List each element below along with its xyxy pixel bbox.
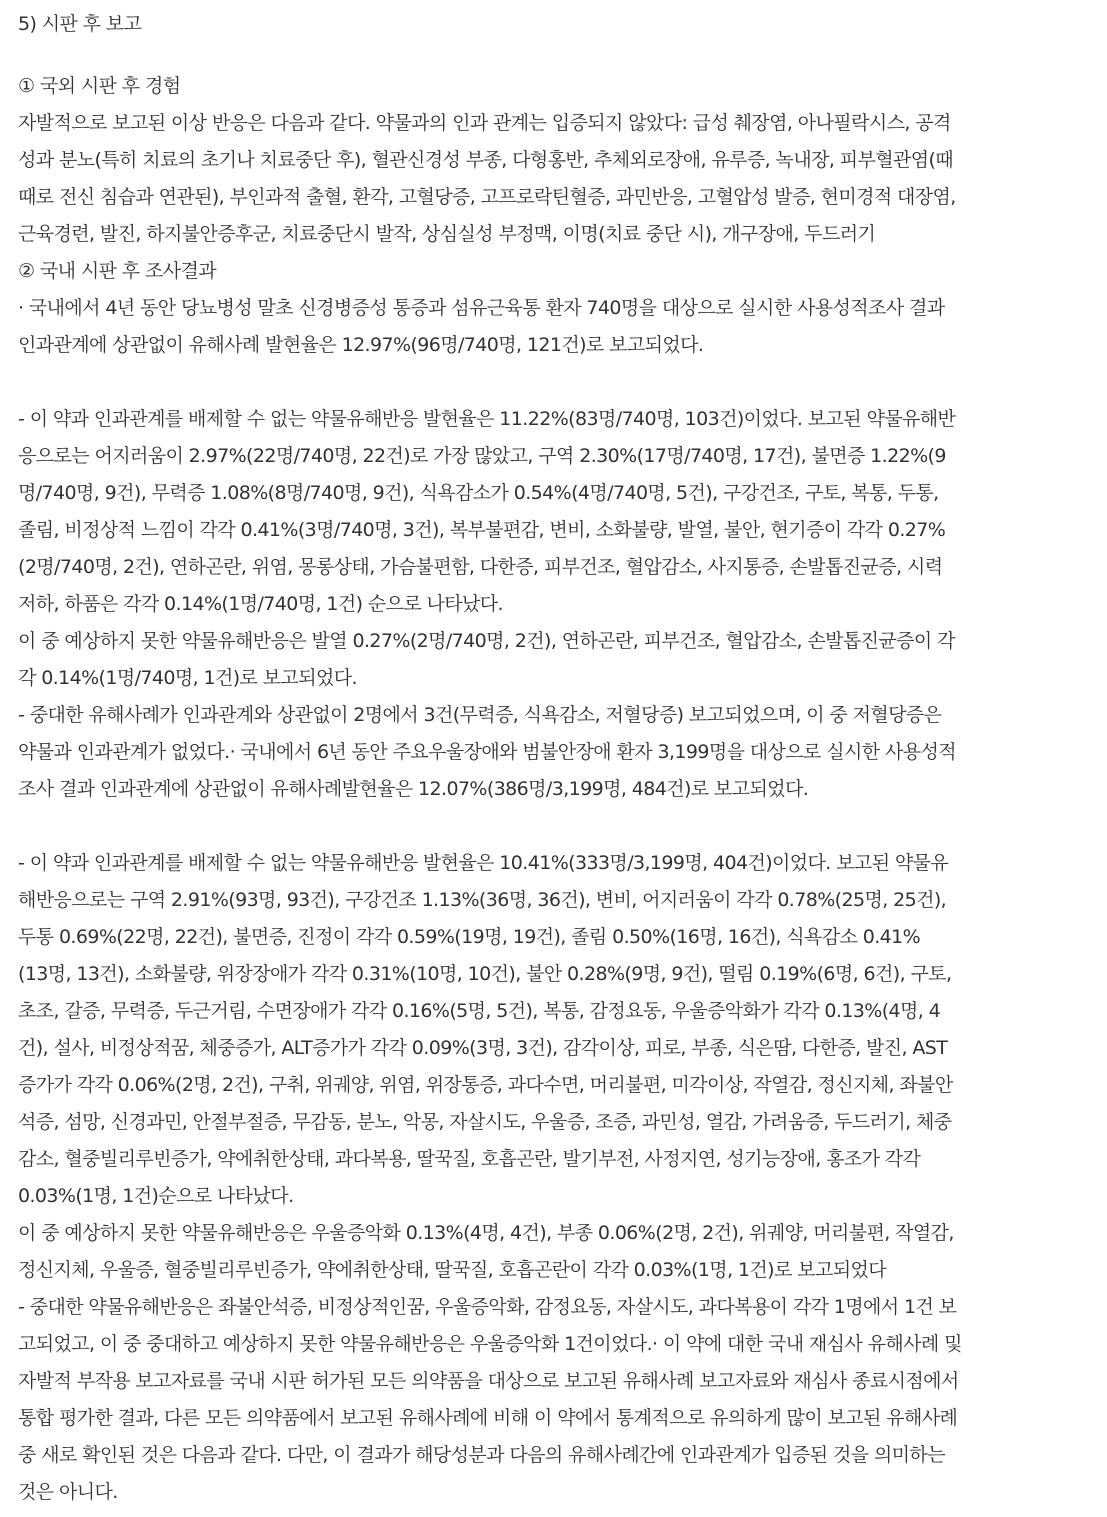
paragraph-line: 고되었고, 이 중 중대하고 예상하지 못한 약물유해반응은 우울증악화 1건이었다.· 이 약에 대한 국내 재심사 유해사례 및 <box>18 1333 962 1355</box>
paragraph-line: 증가가 각각 0.06%(2명, 2건), 구취, 위궤양, 위염, 위장통증, 과다수면, 머리불편, 미각이상, 작열감, 정신지체, 좌불안 <box>18 1074 953 1096</box>
paragraph-line: 이 중 예상하지 못한 약물유해반응은 발열 0.27%(2명/740명, 2건), 연하곤란, 피부건조, 혈압감소, 손발톱진균증이 각 <box>18 630 955 652</box>
paragraph-line: 두통 0.69%(22명, 22건), 불면증, 진정이 각각 0.59%(19명, 19건), 졸림 0.50%(16명, 16건), 식욕감소 0.41% <box>18 926 921 948</box>
paragraph-line: 초조, 갈증, 무력증, 두근거림, 수면장애가 각각 0.16%(5명, 5건), 복통, 감정요동, 우울증악화가 각각 0.13%(4명, 4 <box>18 1000 941 1022</box>
paragraph-line: 각 0.14%(1명/740명, 1건)로 보고되었다. <box>18 667 357 689</box>
paragraph-line: - 중대한 약물유해반응은 좌불안석증, 비정상적인꿈, 우울증악화, 감정요동, 자살시도, 과다복용이 각각 1명에서 1건 보 <box>18 1296 957 1318</box>
paragraph-line: 성과 분노(특히 치료의 초기나 치료중단 후), 혈관신경성 부종, 다형홍반, 추체외로장애, 유루증, 녹내장, 피부혈관염(때 <box>18 149 954 171</box>
paragraph-line: 응으로는 어지러움이 2.97%(22명/740명, 22건)로 가장 많았고, 구역 2.30%(17명/740명, 17건), 불면증 1.22%(9 <box>18 445 946 467</box>
paragraph-line: 감소, 혈중빌리루빈증가, 약에취한상태, 과다복용, 딸꾹질, 호흡곤란, 발기부전, 사정지연, 성기능장애, 홍조가 각각 <box>18 1148 921 1170</box>
paragraph-line: - 중대한 유해사례가 인과관계와 상관없이 2명에서 3건(무력증, 식욕감소, 저혈당증) 보고되었으며, 이 중 저혈당증은 <box>18 704 942 726</box>
paragraph-line: 자발적 부작용 보고자료를 국내 시판 허가된 모든 의약품을 대상으로 보고된 유해사례 보고자료와 재심사 종료시점에서 <box>18 1370 959 1392</box>
paragraph-line: 자발적으로 보고된 이상 반응은 다음과 같다. 약물과의 인과 관계는 입증되지 않았다: 급성 췌장염, 아나필락시스, 공격 <box>18 112 951 134</box>
paragraph-line: 저하, 하품은 각각 0.14%(1명/740명, 1건) 순으로 나타났다. <box>18 593 504 615</box>
paragraph-line: - 이 약과 인과관계를 배제할 수 없는 약물유해반응 발현율은 10.41%(333명/3,199명, 404건)이었다. 보고된 약물유 <box>18 852 949 874</box>
paragraph-line: (2명/740명, 2건), 연하곤란, 위염, 몽롱상태, 가슴불편함, 다한증, 피부건조, 혈압감소, 사지통증, 손발톱진균증, 시력 <box>18 556 943 578</box>
subheading-domestic: ② 국내 시판 후 조사결과 <box>18 260 216 282</box>
paragraph-line: 인과관계에 상관없이 유해사례 발현율은 12.97%(96명/740명, 121건)로 보고되었다. <box>18 334 704 356</box>
section-title: 5) 시판 후 보고 <box>18 13 142 35</box>
paragraph-line: 약물과 인과관계가 없었다.· 국내에서 6년 동안 주요우울장애와 범불안장애 환자 3,199명을 대상으로 실시한 사용성적 <box>18 741 956 763</box>
paragraph-line: · 국내에서 4년 동안 당뇨병성 말초 신경병증성 통증과 섬유근육통 환자 740명을 대상으로 실시한 사용성적조사 결과 <box>18 297 945 319</box>
paragraph-line: 졸림, 비정상적 느낌이 각각 0.41%(3명/740명, 3건), 복부불편감, 변비, 소화불량, 발열, 불안, 현기증이 각각 0.27% <box>18 519 946 541</box>
paragraph-line: 0.03%(1명, 1건)순으로 나타났다. <box>18 1185 294 1207</box>
paragraph-line: 것은 아니다. <box>18 1481 118 1503</box>
paragraph-line: 해반응으로는 구역 2.91%(93명, 93건), 구강건조 1.13%(36명, 36건), 변비, 어지러움이 각각 0.78%(25명, 25건), <box>18 889 947 911</box>
paragraph-line: 명/740명, 9건), 무력증 1.08%(8명/740명, 9건), 식욕감소가 0.54%(4명/740명, 5건), 구강건조, 구토, 복통, 두통, <box>18 482 939 504</box>
paragraph-line: 때로 전신 침습과 연관된), 부인과적 출혈, 환각, 고혈당증, 고프로락틴혈증, 과민반응, 고혈압성 발증, 현미경적 대장염, <box>18 186 956 208</box>
paragraph-line: 근육경련, 발진, 하지불안증후군, 치료중단시 발작, 상심실성 부정맥, 이명(치료 중단 시), 개구장애, 두드러기 <box>18 223 876 245</box>
paragraph-line: 이 중 예상하지 못한 약물유해반응은 우울증악화 0.13%(4명, 4건), 부종 0.06%(2명, 2건), 위궤양, 머리불편, 작열감, <box>18 1222 954 1244</box>
paragraph-line: 정신지체, 우울증, 혈중빌리루빈증가, 약에취한상태, 딸꾹질, 호흡곤란이 각각 0.03%(1명, 1건)로 보고되었다 <box>18 1259 886 1281</box>
paragraph-line: 석증, 섬망, 신경과민, 안절부절증, 무감동, 분노, 악몽, 자살시도, 우울증, 조증, 과민성, 열감, 가려움증, 두드러기, 체중 <box>18 1111 952 1133</box>
paragraph-line: 중 새로 확인된 것은 다음과 같다. 다만, 이 결과가 해당성분과 다음의 유해사례간에 인과관계가 입증된 것을 의미하는 <box>18 1444 945 1466</box>
paragraph-line: - 이 약과 인과관계를 배제할 수 없는 약물유해반응 발현율은 11.22%(83명/740명, 103건)이었다. 보고된 약물유해반 <box>18 408 956 430</box>
paragraph-line: 조사 결과 인과관계에 상관없이 유해사례발현율은 12.07%(386명/3,199명, 484건)로 보고되었다. <box>18 778 809 800</box>
paragraph-line: (13명, 13건), 소화불량, 위장장애가 각각 0.31%(10명, 10건), 불안 0.28%(9명, 9건), 떨림 0.19%(6명, 6건), 구토, <box>18 963 952 985</box>
paragraph-line: 통합 평가한 결과, 다른 모든 의약품에서 보고된 유해사례에 비해 이 약에서 통계적으로 유의하게 많이 보고된 유해사례 <box>18 1407 958 1429</box>
subheading-overseas: ① 국외 시판 후 경험 <box>18 75 181 97</box>
paragraph-line: 건), 설사, 비정상적꿈, 체중증가, ALT증가가 각각 0.09%(3명, 3건), 감각이상, 피로, 부종, 식은땀, 다한증, 발진, AST <box>18 1037 948 1059</box>
